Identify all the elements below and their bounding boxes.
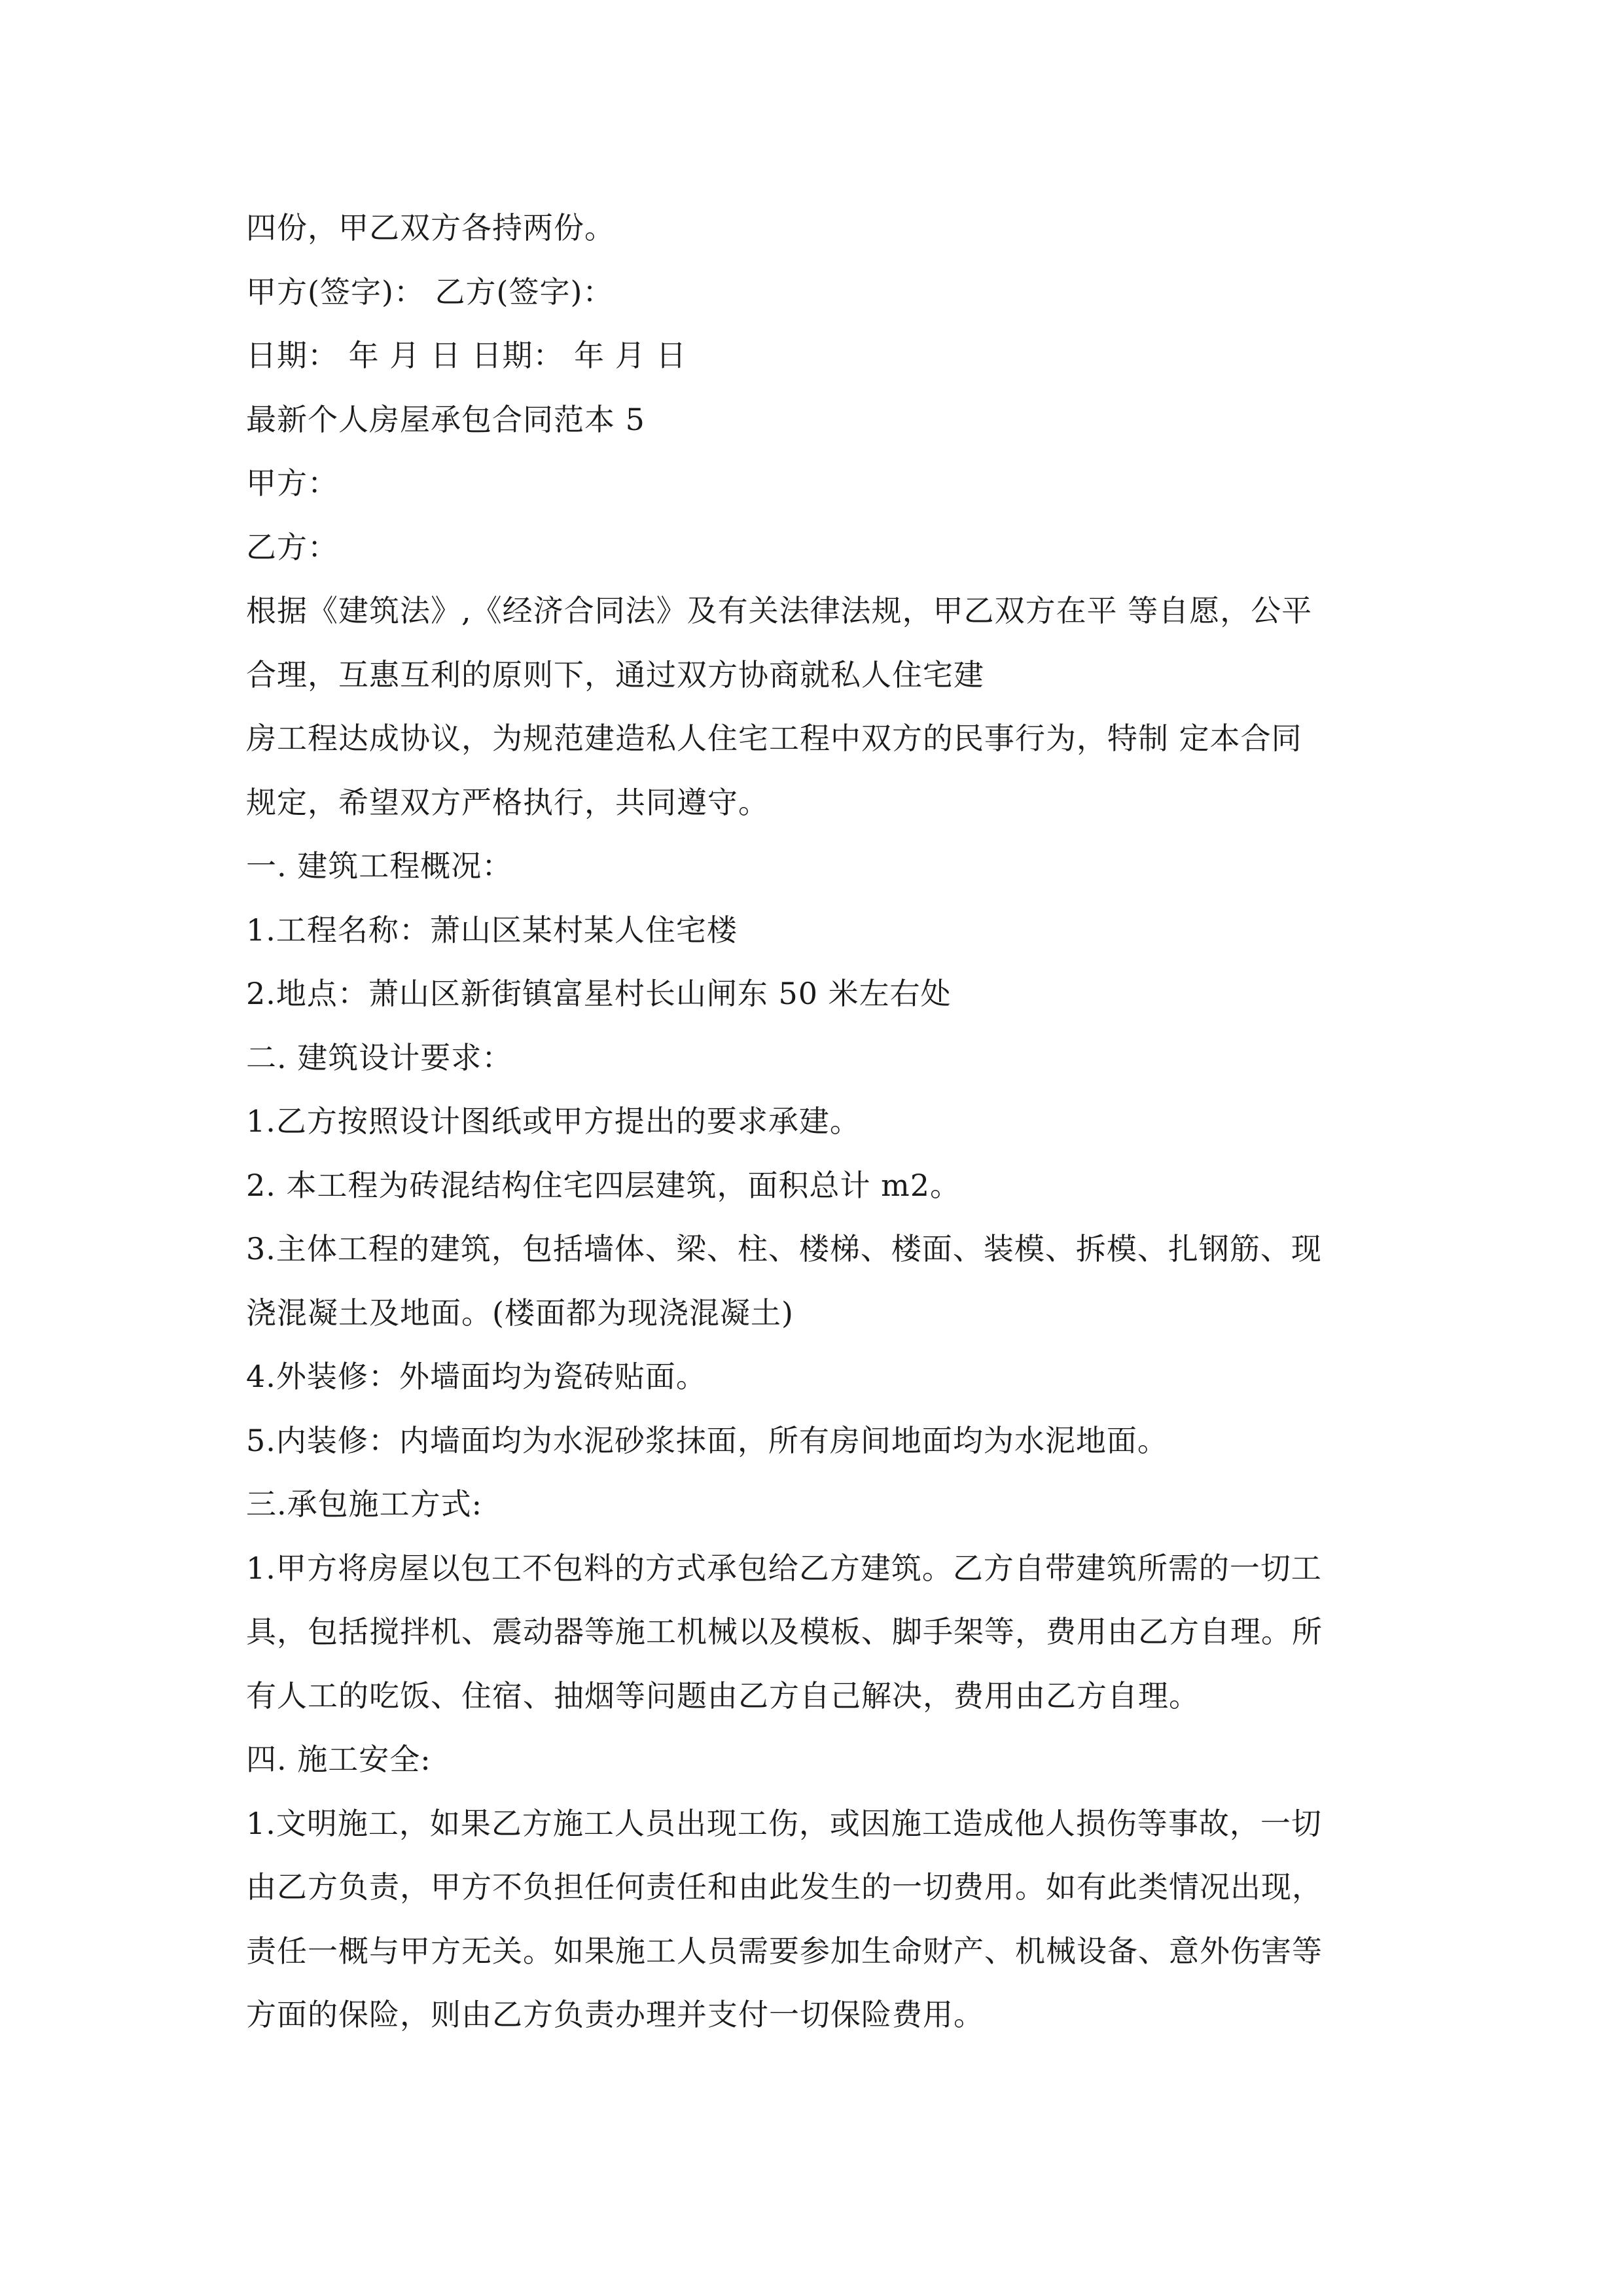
section-heading: 三.承包施工方式: [246, 1486, 483, 1522]
text-line: 合理，互惠互利的原则下，通过双方协商就私人住宅建 [246, 656, 984, 692]
text-line: 根据《建筑法》,《经济合同法》及有关法律法规，甲乙双方在平 等自愿，公平 [246, 593, 1313, 628]
contract-title: 最新个人房屋承包合同范本 5 [246, 401, 645, 437]
text-line: 方面的保险，则由乙方负责办理并支付一切保险费用。 [246, 1997, 984, 2032]
section-heading: 四. 施工安全: [246, 1742, 431, 1777]
text-line: 责任一概与甲方无关。如果施工人员需要参加生命财产、机械设备、意外伤害等 [246, 1933, 1323, 1969]
text-line: 规定，希望双方严格执行，共同遵守。 [246, 784, 769, 820]
text-line: 房工程达成协议，为规范建造私人住宅工程中双方的民事行为，特制 定本合同 [246, 721, 1302, 756]
text-line: 2.地点：萧山区新街镇富星村长山闸东 50 米左右处 [246, 976, 952, 1011]
text-line: 1.工程名称：萧山区某村某人住宅楼 [246, 912, 738, 948]
section-heading: 一. 建筑工程概况： [246, 848, 513, 884]
text-line: 有人工的吃饭、住宿、抽烟等问题由乙方自己解决，费用由乙方自理。 [246, 1677, 1200, 1713]
text-line: 1.甲方将房屋以包工不包料的方式承包给乙方建筑。乙方自带建筑所需的一切工 [246, 1550, 1322, 1586]
party-a-line: 甲方： [246, 465, 338, 501]
text-line: 1.乙方按照设计图纸或甲方提出的要求承建。 [246, 1103, 861, 1139]
party-b-line: 乙方： [246, 529, 338, 565]
text-line: 四份，甲乙双方各持两份。 [246, 210, 615, 245]
text-line: 具，包括搅拌机、震动器等施工机械以及模板、脚手架等，费用由乙方自理。所 [246, 1614, 1323, 1649]
text-line: 浇混凝土及地面。(楼面都为现浇混凝土) [246, 1295, 794, 1331]
text-line: 5.内装修：内墙面均为水泥砂浆抹面，所有房间地面均为水泥地面。 [246, 1422, 1168, 1458]
document-body [246, 196, 1385, 2047]
date-line: 日期： 年 月 日 日期： 年 月 日 [246, 338, 687, 373]
signature-line: 甲方(签字)： 乙方(签字)： [246, 274, 614, 310]
section-heading: 二. 建筑设计要求： [246, 1039, 513, 1075]
text-line: 4.外装修：外墙面均为瓷砖贴面。 [246, 1359, 707, 1394]
text-line: 3.主体工程的建筑，包括墙体、梁、柱、楼梯、楼面、装模、拆模、扎钢筋、现 [246, 1231, 1322, 1266]
text-line: 2. 本工程为砖混结构住宅四层建筑，面积总计 m2。 [246, 1167, 961, 1203]
text-line: 由乙方负责，甲方不负担任何责任和由此发生的一切费用。如有此类情况出现， [246, 1869, 1323, 1905]
text-line: 1.文明施工，如果乙方施工人员出现工伤，或因施工造成他人损伤等事故，一切 [246, 1805, 1322, 1841]
